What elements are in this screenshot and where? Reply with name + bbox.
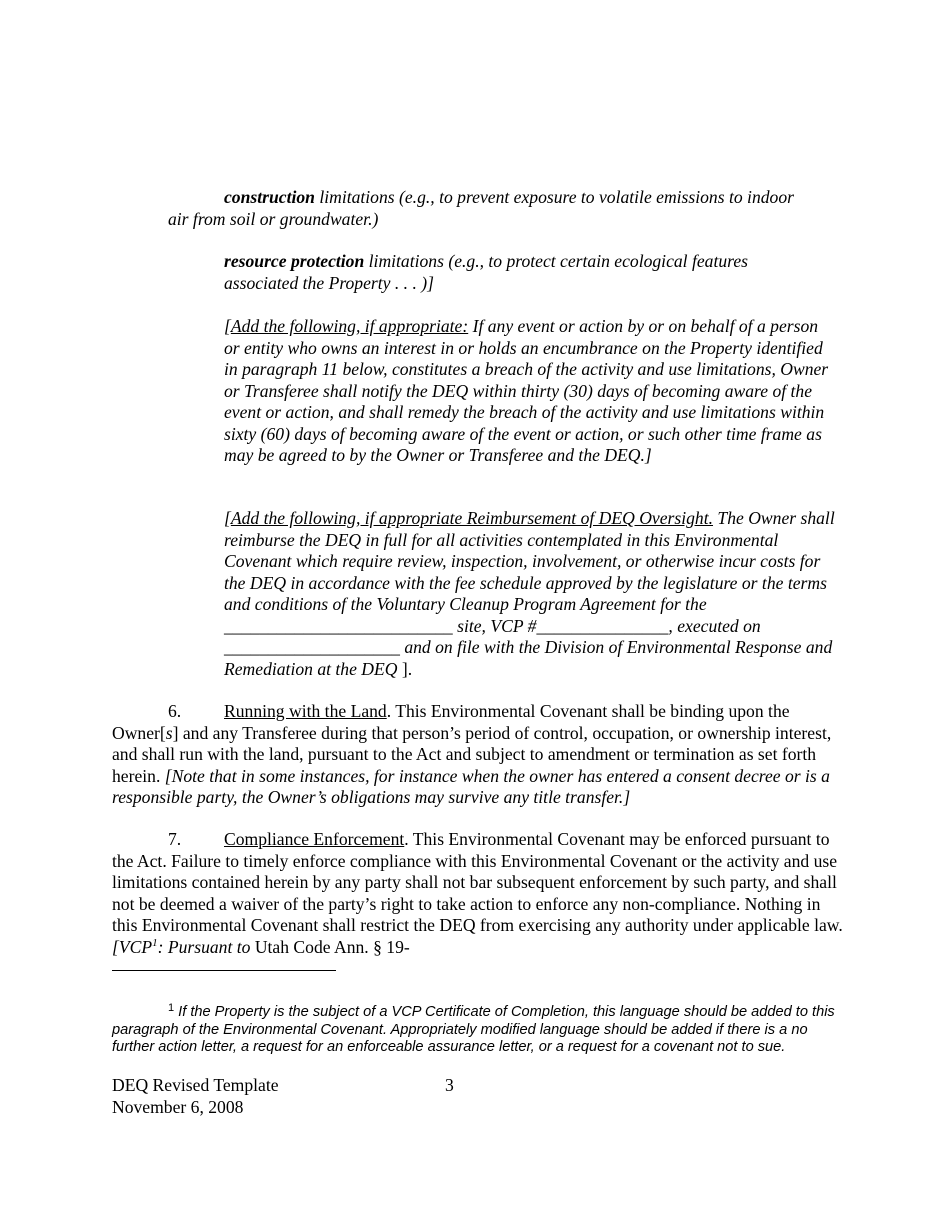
resource-protection-text: limitations (e.g., to protect certain ecological features associated the Property . . . )]: [224, 251, 748, 293]
execution-date-blank: ____________________: [224, 637, 400, 657]
site-name-blank: __________________________: [224, 615, 453, 636]
section-7-text: . This Environmental Covenant may be enforced pursuant to the Act. Failure to timely enforce compliance with this Environmental Covenant or the activity and use limitations contained herein by any party shall not bar subsequent enforcement by such party, and shall not be deemed a waiver of the party’s right to take action to enforce any non-compliance. Nothing in this Environmental Covenant shall restrict the DEQ from exercising any authority under applicable law.: [112, 829, 843, 935]
section-6-title: Running with the Land: [224, 701, 387, 721]
footnote-separator: [112, 970, 336, 971]
section-6-text-a: . This Environmental Covenant shall be binding upon the Owner[: [112, 701, 790, 743]
footer-date: November 6, 2008: [112, 1096, 244, 1117]
footer-template-label: DEQ Revised Template: [112, 1075, 279, 1095]
footnote-mark: 1: [168, 1002, 175, 1014]
footnote-text: If the Property is the subject of a VCP Certificate of Completion, this language should be added to this paragraph of the Environmental Covenant. Appropriately modified language should be added if there is a no further action letter, a request for an enforceable assurance letter, or a request for a covenant not to sue.: [112, 1004, 835, 1056]
reimburse-close: ].: [397, 658, 413, 679]
resource-protection-term: resource protection: [224, 251, 365, 271]
section-7-title: Compliance Enforcement: [224, 829, 405, 849]
section-7-pursuant: : Pursuant to: [157, 936, 251, 957]
reimburse-lead: Add the following, if appropriate Reimbursement of DEQ Oversight.: [230, 508, 714, 528]
section-6-note: [Note that in some instances, for instance when the owner has entered a consent decree or is a responsible party, the Owner’s obligations may survive any title transfer.]: [112, 765, 830, 807]
reimbursement-paragraph: [224, 508, 842, 680]
notify-breach-paragraph: [224, 316, 838, 467]
notify-text: If any event or action by or on behalf of a person or entity who owns an interest in or holds an encumbrance on the Property identified in paragraph 11 below, constitutes a breach of the activity and use limitations, Owner or Transferee shall notify the DEQ within thirty (30) days of becoming aware of the event or action, and shall remedy the breach of the activity and use limitations within sixty (60) days of becoming aware of the event or action, or such other time frame as may be agreed to by the Owner or Transferee and the DEQ.]: [224, 316, 829, 465]
construction-text: limitations (e.g., to prevent exposure to volatile emissions to indoor air from soil or groundwater.): [168, 187, 794, 229]
reimburse-text-4: and on file with the Division of Environmental Response and Remediation at the DEQ: [224, 637, 833, 679]
page-number: 3: [445, 1075, 454, 1095]
section-7-number: 7.: [168, 829, 182, 849]
section-7-vcp: [VCP: [112, 936, 153, 957]
section-6-plural-s: s: [165, 722, 173, 743]
reimburse-text-2: site, VCP #: [452, 615, 537, 636]
section-7-paragraph: [112, 829, 844, 958]
reimburse-text-1: The Owner shall reimburse the DEQ in full for all activities contemplated in this Environmental Covenant which require review, inspection, involvement, or otherwise incur costs for the DEQ in accordance with the fee schedule approved by the legislature or the terms and conditions of the Voluntary Cleanup Program Agreement for the: [224, 508, 835, 614]
notify-open-bracket: [: [224, 316, 231, 336]
resource-protection-paragraph: [224, 251, 824, 294]
section-6-number: 6.: [168, 701, 182, 721]
reimburse-open-bracket: [: [224, 508, 231, 528]
page-footer: [112, 1075, 279, 1118]
section-6-paragraph: [112, 701, 844, 809]
footnote-reference[interactable]: 1: [152, 936, 158, 949]
reimburse-text-3: , executed on: [668, 615, 761, 636]
construction-term: construction: [224, 187, 315, 207]
footnote: [112, 1000, 840, 1057]
construction-limitations-paragraph: [168, 187, 808, 230]
vcp-number-blank: _______________: [536, 615, 669, 636]
notify-lead: Add the following, if appropriate:: [230, 316, 469, 336]
section-7-tail: Utah Code Ann. § 19-: [250, 936, 410, 957]
section-6-text-b: ] and any Transferee during that person’s period of control, occupation, or ownership interest, and shall run with the land, pursuant to the Act and subject to amendment or termination as set forth herein.: [112, 722, 832, 786]
